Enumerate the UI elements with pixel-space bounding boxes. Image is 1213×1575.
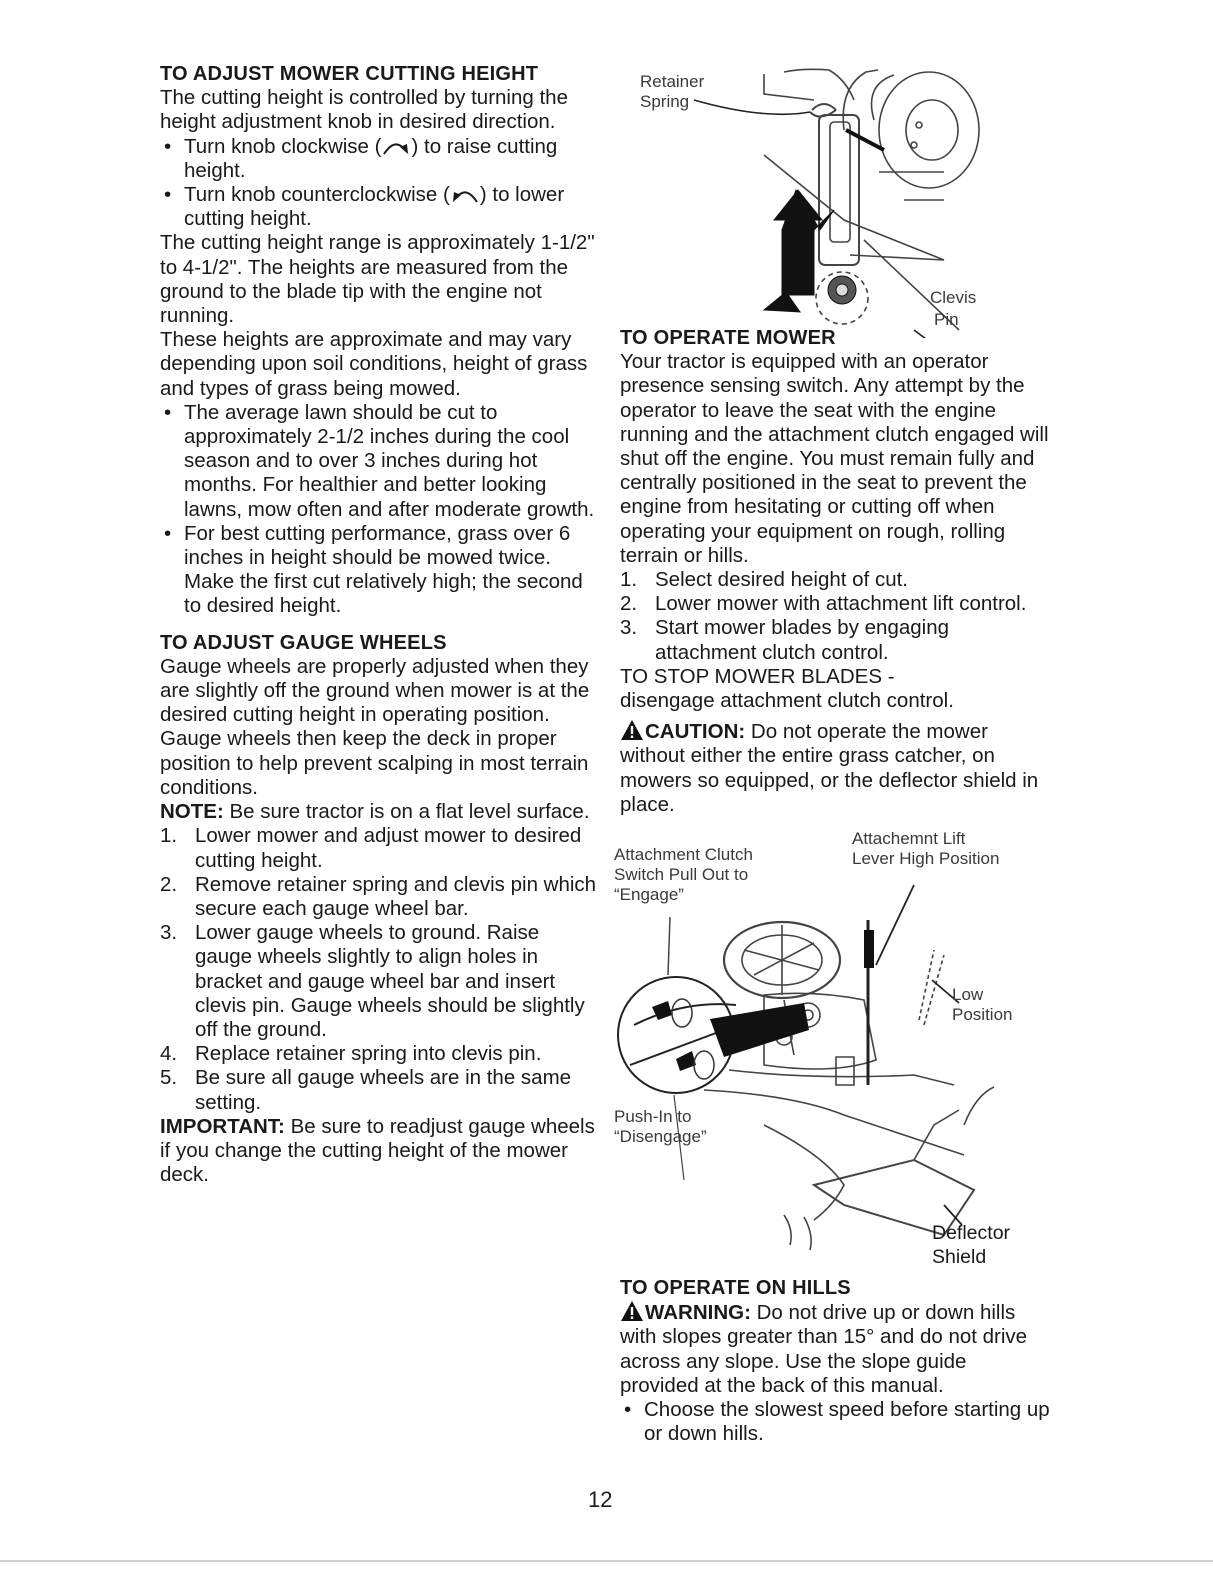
operate-step: 3. Start mower blades by engaging attachment clutch control. bbox=[620, 616, 950, 664]
heading-gauge-wheels: TO ADJUST GAUGE WHEELS bbox=[160, 631, 447, 654]
label-retainer: Retainer bbox=[640, 72, 705, 91]
right-column bbox=[614, 60, 1050, 1446]
clutch-lever-illustration bbox=[614, 825, 1044, 1270]
important-note: IMPORTANT: Be sure to readjust gauge wheels if you change the cutting height of the mower deck. bbox=[160, 1114, 595, 1187]
warning-note: WARNING: Do not drive up or down hills with slopes greater than 15° and do not drive across any slope. Use the slope guide provided at the back of this manual. bbox=[620, 1301, 1028, 1397]
label-clutch-line1: Attachment Clutch bbox=[614, 845, 753, 865]
clockwise-arrow-icon bbox=[381, 139, 411, 155]
label-deflector: Deflector bbox=[932, 1222, 1011, 1245]
gauge-step: 1. Lower mower and adjust mower to desired cutting height. bbox=[160, 824, 582, 872]
label-spring: Spring bbox=[640, 92, 690, 111]
page-number: 12 bbox=[588, 1487, 613, 1512]
gauge-step: 3. Lower gauge wheels to ground. Raise gauge wheels slightly to align holes in bracket and gauge wheel bar and insert clevis pin. Gauge wheels should be slightly off the ground. bbox=[160, 921, 585, 1041]
operate-step: 2. Lower mower with attachment lift control. bbox=[620, 592, 1027, 616]
label-clevis: Clevis bbox=[930, 288, 977, 307]
para-cutting-control: The cutting height is controlled by turning the height adjustment knob in desired direction. bbox=[160, 86, 568, 134]
operate-step: 1. Select desired height of cut. bbox=[620, 568, 908, 592]
label-clutch-line2: Switch Pull Out to bbox=[614, 865, 749, 885]
left-column bbox=[160, 62, 600, 1187]
heading-cutting-height: TO ADJUST MOWER CUTTING HEIGHT bbox=[160, 63, 539, 85]
warning-triangle-icon bbox=[620, 1300, 644, 1322]
bullet-slowest-speed: • Choose the slowest speed before starting up or down hills. bbox=[624, 1398, 1050, 1446]
bullet-clockwise: • Turn knob clockwise ( ) to raise cutting height. bbox=[164, 134, 558, 182]
gauge-step: 4. Replace retainer spring into clevis pin. bbox=[160, 1042, 542, 1066]
gauge-step: 5. Be sure all gauge wheels are in the same setting. bbox=[160, 1066, 572, 1114]
label-clutch-line3: “Engage” bbox=[614, 885, 684, 905]
stop-mower-line: TO STOP MOWER BLADES - bbox=[620, 664, 895, 688]
heading-operate-hills: TO OPERATE ON HILLS bbox=[620, 1277, 851, 1300]
counterclockwise-arrow-icon bbox=[450, 187, 480, 203]
bullet-best-performance: • For best cutting performance, grass over 6 inches in height should be mowed twice. Make the first cut relatively high; the second to desired height. bbox=[164, 521, 583, 618]
label-shield: Shield bbox=[932, 1246, 987, 1269]
para-heights-vary: These heights are approximate and may vary depending upon soil conditions, height of grass and types of grass being mowed. bbox=[160, 328, 588, 400]
label-push-line1: Push-In to bbox=[614, 1107, 692, 1127]
para-gauge-wheels: Gauge wheels are properly adjusted when they are slightly off the ground when mower is at the desired cutting height in operating position. Gauge wheels then keep the deck in proper position to help prevent scalping in most terrain conditions. bbox=[160, 654, 590, 799]
para-height-range: The cutting height range is approximately 1-1/2" to 4-1/2". The heights are measured from the ground to the blade tip with the engine not running. bbox=[160, 231, 595, 328]
bullet-average-lawn: • The average lawn should be cut to approximately 2-1/2 inches during the cool season and to over 3 inches during hot months. For healthier and better looking lawns, mow often and after moderate growth. bbox=[164, 400, 595, 521]
warning-triangle-icon bbox=[620, 719, 644, 741]
label-lift-line1: Attachemnt Lift bbox=[852, 829, 966, 849]
label-lift-line2: Lever High Position bbox=[852, 849, 1000, 869]
caution-note: CAUTION: Do not operate the mower without either the entire grass catcher, on mowers so equipped, or the deflector shield in place. bbox=[620, 720, 1039, 816]
label-position: Position bbox=[952, 1005, 1013, 1025]
gauge-step: 2. Remove retainer spring and clevis pin which secure each gauge wheel bar. bbox=[160, 872, 597, 920]
label-push-line2: “Disengage” bbox=[614, 1127, 707, 1147]
bullet-counterclockwise: • Turn knob counterclockwise ( ) to lower cutting height. bbox=[164, 183, 565, 231]
gauge-wheel-illustration bbox=[614, 60, 1044, 338]
para-operator-presence: Your tractor is equipped with an operator presence sensing switch. Any attempt by the operator to leave the seat with the engine running and the attachment clutch engaged will shut off the engine. You must remain fully and centrally positioned in the seat to prevent the engine from hesitating or cutting off when operating your equipment on rough, rolling terrain or hills. bbox=[620, 350, 1049, 567]
bottom-rule bbox=[0, 1560, 1213, 1562]
label-pin: Pin bbox=[934, 310, 959, 329]
stop-mower-text: disengage attachment clutch control. bbox=[620, 689, 954, 713]
label-low: Low bbox=[952, 985, 984, 1005]
heading-operate-mower: TO OPERATE MOWER bbox=[620, 327, 836, 349]
note: NOTE: Be sure tractor is on a flat level surface. bbox=[160, 800, 590, 824]
